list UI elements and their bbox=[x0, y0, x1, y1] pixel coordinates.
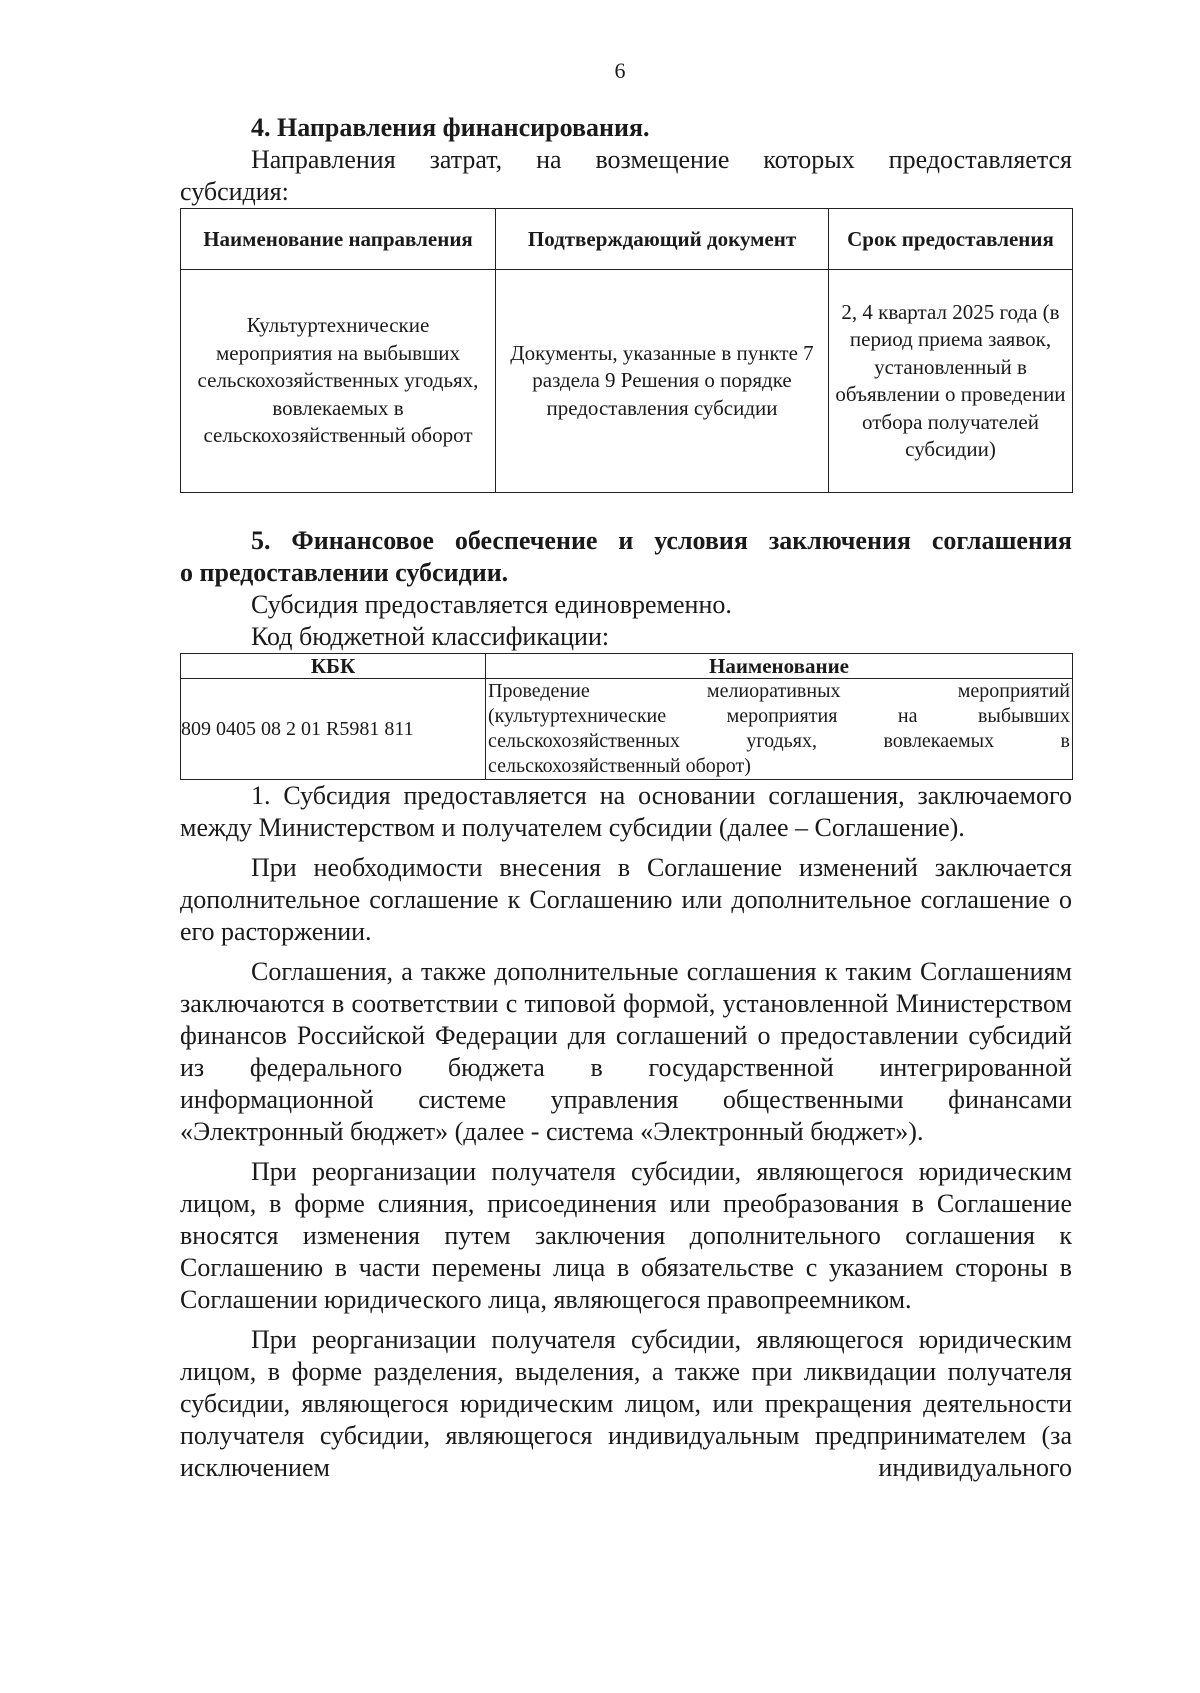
kbk-name-cell bbox=[486, 679, 1073, 780]
paragraph-1: 1. Субсидия предоставляется на основании соглашения, заключаемого между Министерством и получателем субсидии (далее – Соглашение). bbox=[180, 781, 1072, 842]
section-4-intro: Направления затрат, на возмещение которых предоставляется bbox=[251, 145, 1072, 174]
financing-directions-table bbox=[180, 208, 1073, 493]
direction-cell: Культуртехнические мероприятия на выбывших сельскохозяйственных угодьях, вовлекаемых в сельскохозяйственный оборот bbox=[181, 270, 496, 493]
paragraph-4: При реорганизации получателя субсидии, являющегося юридическим лицом, в форме слияния, присоединения или преобразования в Соглашение вносятся изменения путем заключения дополнительного соглашения к Соглашению в части перемены лица в обязательстве с указанием стороны в Соглашении юридического лица, являющегося правопреемником. bbox=[180, 1157, 1072, 1314]
term-cell: 2, 4 квартал 2025 года (в период приема заявок, установленный в объявлении о проведении отбора получателей субсидии) bbox=[829, 270, 1073, 493]
paragraph-2: При необходимости внесения в Соглашение изменений заключается дополнительное соглашение к Соглашению или дополнительное соглашение о его расторжении. bbox=[180, 853, 1072, 946]
section-4-heading: 4. Направления финансирования. bbox=[251, 113, 650, 142]
table-header-document: Подтверждающий документ bbox=[496, 209, 829, 270]
page-number: 6 bbox=[614, 58, 626, 83]
kbk-name-line: сельскохозяйственных угодьях, вовлекаемых в bbox=[488, 730, 1070, 752]
one-time-note: Субсидия предоставляется единовременно. bbox=[251, 590, 732, 619]
kbk-intro: Код бюджетной классификации: bbox=[251, 622, 610, 651]
table-header-direction: Наименование направления bbox=[181, 209, 496, 270]
kbk-name-line: сельскохозяйственный оборот) bbox=[488, 755, 751, 777]
kbk-code-cell: 809 0405 08 2 01 R5981 811 bbox=[181, 679, 486, 780]
section-4-intro-cont: субсидия: bbox=[180, 177, 289, 206]
kbk-header-name: Наименование bbox=[486, 654, 1073, 679]
paragraph-5: При реорганизации получателя субсидии, являющегося юридическим лицом, в форме разделения, выделения, а также при ликвидации получателя субсидии, являющегося юридическим лицом, или прекращения деятельности получателя субсидии, являющегося индивидуальным предпринимателем (за исключением индивидуального bbox=[180, 1325, 1072, 1482]
kbk-table bbox=[180, 653, 1073, 780]
table-row bbox=[181, 270, 1073, 493]
kbk-name-line: Проведение мелиоративных мероприятий bbox=[488, 680, 1070, 702]
document-cell: Документы, указанные в пункте 7 раздела 9 Решения о порядке предоставления субсидии bbox=[496, 270, 829, 493]
section-5-heading-cont: о предоставлении субсидии. bbox=[180, 558, 509, 587]
kbk-name-line: (культуртехнические мероприятия на выбывших bbox=[488, 705, 1070, 727]
table-header-term: Срок предоставления bbox=[829, 209, 1073, 270]
page-content bbox=[180, 112, 1072, 1484]
kbk-header-code: КБК bbox=[181, 654, 486, 679]
table-row bbox=[181, 679, 1073, 780]
paragraph-3: Соглашения, а также дополнительные соглашения к таким Соглашениям заключаются в соответствии с типовой формой, установленной Министерством финансов Российской Федерации для соглашений о предоставлении субсидий из федерального бюджета в государственной интегрированной информационной системе управления общественными финансами «Электронный бюджет» (далее - система «Электронный бюджет»). bbox=[180, 957, 1072, 1146]
section-5-heading: 5. Финансовое обеспечение и условия заключения соглашения bbox=[251, 526, 1072, 555]
table-header-row bbox=[181, 209, 1073, 270]
kbk-header-row bbox=[181, 654, 1073, 679]
